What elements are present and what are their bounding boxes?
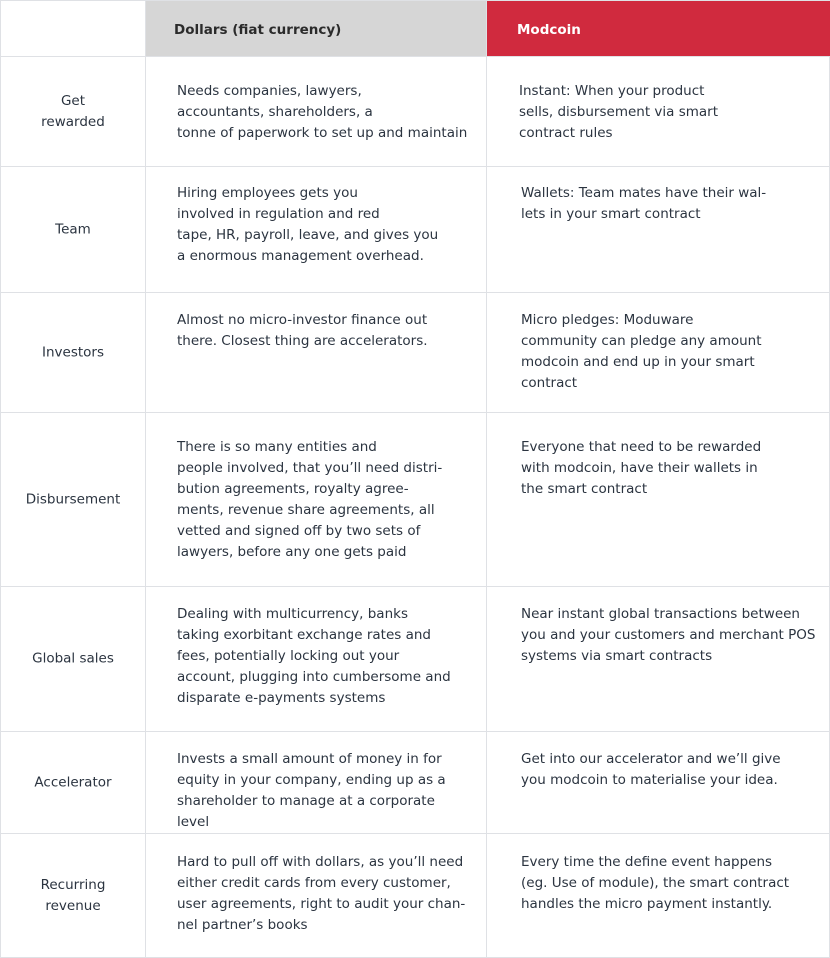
row-label-cell bbox=[0, 834, 146, 958]
row-label-cell bbox=[0, 413, 146, 587]
modcoin-cell bbox=[487, 834, 830, 958]
fiat-cell bbox=[146, 167, 487, 293]
row-label: Team bbox=[55, 221, 91, 237]
table-row bbox=[0, 293, 830, 413]
header-fiat-label: Dollars (fiat currency) bbox=[174, 22, 342, 38]
table-row bbox=[0, 57, 830, 167]
header-modcoin-label: Modcoin bbox=[517, 22, 581, 38]
modcoin-text: Instant: When your product sells, disbursement via smart contract rules bbox=[519, 83, 719, 141]
row-label-cell bbox=[0, 732, 146, 834]
modcoin-cell bbox=[487, 293, 830, 413]
header-cell-modcoin bbox=[487, 0, 830, 57]
fiat-cell bbox=[146, 293, 487, 413]
row-label: Recurring revenue bbox=[40, 876, 106, 914]
table-row bbox=[0, 587, 830, 732]
fiat-text: Hard to pull off with dollars, as you’ll need either credit cards from every customer, user agreements, right to audit your chan- nel partner’s books bbox=[177, 854, 466, 933]
modcoin-text: Wallets: Team mates have their wal- lets in your smart contract bbox=[521, 185, 767, 222]
header-cell-fiat bbox=[146, 0, 487, 57]
table-row bbox=[0, 167, 830, 293]
modcoin-cell bbox=[487, 587, 830, 732]
modcoin-text: Every time the define event happens (eg. Use of module), the smart contract handles the micro payment instantly. bbox=[521, 854, 790, 912]
modcoin-text: Micro pledges: Moduware community can pledge any amount modcoin and end up in your smart contract bbox=[521, 312, 762, 391]
fiat-text: Almost no micro-investor finance out there. Closest thing are accelerators. bbox=[177, 312, 428, 349]
modcoin-cell bbox=[487, 413, 830, 587]
row-label: Disbursement bbox=[25, 491, 121, 507]
row-label-cell bbox=[0, 587, 146, 732]
header-empty-cell bbox=[0, 0, 146, 57]
table-row bbox=[0, 413, 830, 587]
row-label-cell bbox=[0, 167, 146, 293]
modcoin-text: Everyone that need to be rewarded with modcoin, have their wallets in the smart contract bbox=[521, 439, 762, 497]
table-row bbox=[0, 732, 830, 834]
fiat-cell bbox=[146, 57, 487, 167]
fiat-text: Needs companies, lawyers, accountants, shareholders, a tonne of paperwork to set up and maintain bbox=[177, 83, 468, 141]
modcoin-cell bbox=[487, 57, 830, 167]
modcoin-cell bbox=[487, 167, 830, 293]
fiat-text: Invests a small amount of money in for equity in your company, ending up as a shareholder to manage at a corporate level bbox=[177, 751, 446, 830]
fiat-cell bbox=[146, 834, 487, 958]
row-label-cell bbox=[0, 57, 146, 167]
fiat-text: Dealing with multicurrency, banks taking exorbitant exchange rates and fees, potentially locking out your account, plugging into cumbersome and disparate e-payments systems bbox=[177, 606, 451, 706]
row-label: Investors bbox=[41, 344, 104, 360]
table-header-row bbox=[0, 0, 830, 57]
fiat-cell bbox=[146, 413, 487, 587]
row-label: Get rewarded bbox=[41, 92, 105, 130]
modcoin-cell bbox=[487, 732, 830, 834]
row-label: Accelerator bbox=[34, 774, 112, 790]
row-label: Global sales bbox=[32, 650, 114, 667]
table-row bbox=[0, 834, 830, 958]
modcoin-text: Get into our accelerator and we’ll give you modcoin to materialise your idea. bbox=[521, 751, 781, 788]
fiat-text: There is so many entities and people involved, that you’ll need distri- bution agreements, royalty agree- ments, revenue share agreements, all vetted and signed off by two sets of lawyers, before any one gets paid bbox=[177, 439, 443, 560]
fiat-cell bbox=[146, 732, 487, 834]
fiat-text: Hiring employees gets you involved in regulation and red tape, HR, payroll, leave, and gives you a enormous management overhead. bbox=[177, 185, 439, 264]
fiat-cell bbox=[146, 587, 487, 732]
row-label-cell bbox=[0, 293, 146, 413]
modcoin-text: Near instant global transactions between you and your customers and merchant POS systems via smart contracts bbox=[521, 606, 816, 664]
